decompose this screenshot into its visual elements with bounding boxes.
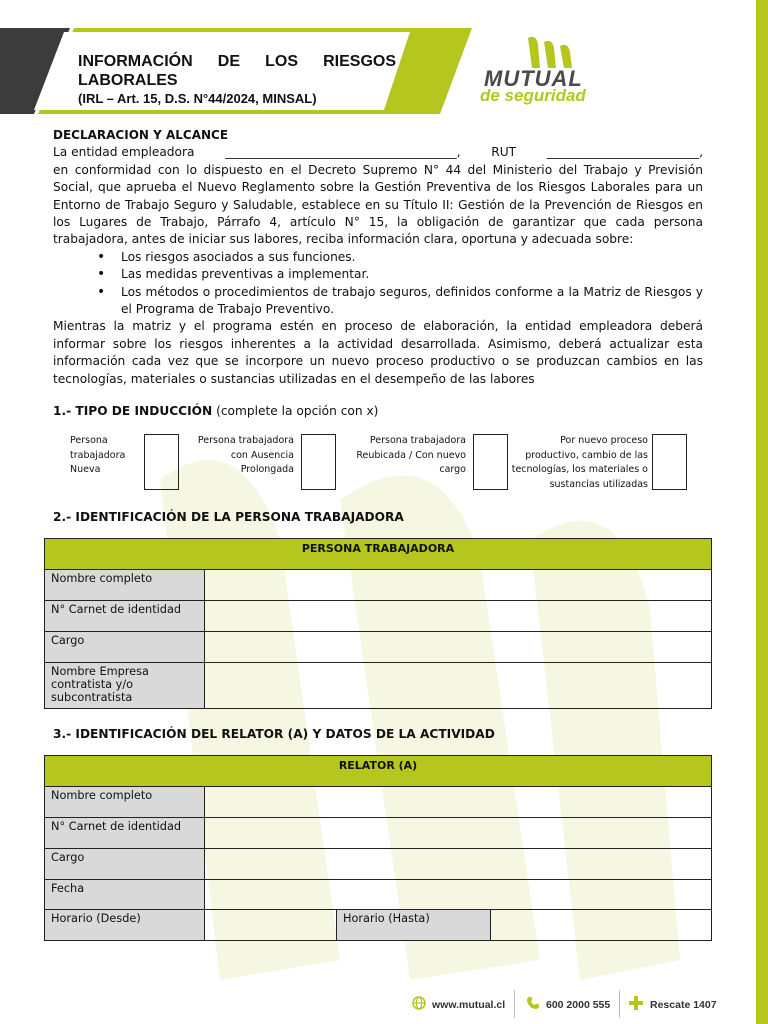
header-subtitle: (IRL – Art. 15, D.S. N°44/2024, MINSAL) [78,91,317,106]
logo-tagline: de seguridad [480,86,586,105]
persona-carnet-field[interactable] [205,601,712,632]
document-header [0,0,768,120]
horario-hasta-field[interactable] [491,910,712,941]
footer-divider [619,990,620,1018]
header-title-line1: INFORMACIÓN DE LOS RIESGOS [78,53,396,70]
header-title-line2: LABORALES [78,72,178,89]
list-item: • Los riesgos asociados a sus funciones. [97,249,703,266]
riesgos-bullet-list [97,249,703,319]
phone-icon [526,996,540,1010]
persona-trabajadora-table [44,538,712,709]
section1-title: 1.- TIPO DE INDUCCIÓN [53,404,213,418]
list-item: • Los métodos o procedimientos de trabajo seguros, definidos conforme a la Matriz de Riesgos y el Programa de Trabajo Preventivo. [97,284,703,319]
horario-desde-label: Horario (Desde) [45,910,205,941]
option-reubicada-checkbox[interactable] [473,434,508,490]
declaracion-paragraph-2: Mientras la matriz y el programa estén en proceso de elaboración, la entidad empleadora deberá informar sobre los riesgos inherentes a la actividad desarrollada. Asimismo, deberá actualizar esta información cada vez que se incorpore un nuevo proceso productivo o se produzcan cambios en las tecnologías, materiales o sustancias utilizadas en el desempeño de las labores [53,319,703,386]
footer-divider [514,990,515,1018]
declaracion-section [53,127,703,388]
relator-carnet-field[interactable] [205,818,712,849]
relator-nombre-field[interactable] [205,787,712,818]
logo-wordmark: MUTUAL [484,66,583,91]
relator-fecha-label: Fecha [45,880,205,910]
declaracion-paragraph: en conformidad con lo dispuesto en el Decreto Supremo N° 44 del Ministerio del Trabajo y Previsión Social, que aprueba el Nuevo Reglamento sobre la Gestión Preventiva de los Riesgos Laborales para un Entorno de Trabajo Seguro y Saludable, establece en su Título II: Gestión de la Prevención de Riesgos en los Lugares de Trabajo, Párrafo 4, artículo N° 15, la obligación de garantizar que cada persona trabajadora, antes de iniciar sus labores, reciba información clara, oportuna y adecuada sobre: [53,162,703,247]
mutual-logo [478,34,618,106]
relator-carnet-label: N° Carnet de identidad [45,818,205,849]
rut-label: RUT [491,145,517,160]
persona-empresa-label: Nombre Empresa contratista y/o subcontratista [45,663,205,709]
option-nueva-label: Persona trabajadora Nueva [70,435,126,475]
relator-fecha-field[interactable] [205,880,712,910]
relator-table-header: RELATOR (A) [45,756,712,787]
footer-phone[interactable]: 600 2000 555 [546,999,611,1011]
option-ausencia-checkbox[interactable] [301,434,336,490]
footer-website-link[interactable]: www.mutual.cl [432,999,506,1011]
relator-cargo-label: Cargo [45,849,205,880]
declaracion-title: DECLARACION Y ALCANCE [53,128,229,142]
relator-table [44,755,712,941]
globe-icon [412,996,426,1010]
option-ausencia-label: Persona trabajadora con Ausencia Prolongada [197,435,294,475]
footer-rescate[interactable]: Rescate 1407 [650,999,717,1011]
persona-nombre-field[interactable] [205,570,712,601]
persona-cargo-label: Cargo [45,632,205,663]
option-nueva-checkbox[interactable] [144,434,179,490]
option-proceso-label: Por nuevo proceso productivo, cambio de las tecnologías, los materiales o sustancias utilizadas [511,435,648,490]
horario-desde-field[interactable] [205,910,337,941]
persona-table-header: PERSONA TRABAJADORA [45,539,712,570]
section1-hint: (complete la opción con x) [216,404,379,418]
plus-cross-icon [629,996,643,1010]
side-accent-bar [756,0,768,1024]
entidad-blank[interactable]: ______________________________________, [225,145,461,160]
persona-nombre-label: Nombre completo [45,570,205,601]
section3-title: 3.- IDENTIFICACIÓN DEL RELATOR (A) Y DATOS DE LA ACTIVIDAD [53,727,495,741]
declaracion-line1 [53,144,703,161]
persona-cargo-field[interactable] [205,632,712,663]
relator-nombre-label: Nombre completo [45,787,205,818]
rut-blank[interactable]: _________________________, [546,145,703,160]
option-reubicada-label: Persona trabajadora Reubicada / Con nuevo cargo [356,435,466,475]
list-item: • Las medidas preventivas a implementar. [97,266,703,283]
persona-empresa-field[interactable] [205,663,712,709]
horario-hasta-label: Horario (Hasta) [337,910,491,941]
relator-cargo-field[interactable] [205,849,712,880]
section1-heading [53,404,378,418]
option-proceso-checkbox[interactable] [652,434,687,490]
section2-title: 2.- IDENTIFICACIÓN DE LA PERSONA TRABAJADORA [53,510,404,524]
entidad-label: La entidad empleadora [53,145,195,160]
persona-carnet-label: N° Carnet de identidad [45,601,205,632]
